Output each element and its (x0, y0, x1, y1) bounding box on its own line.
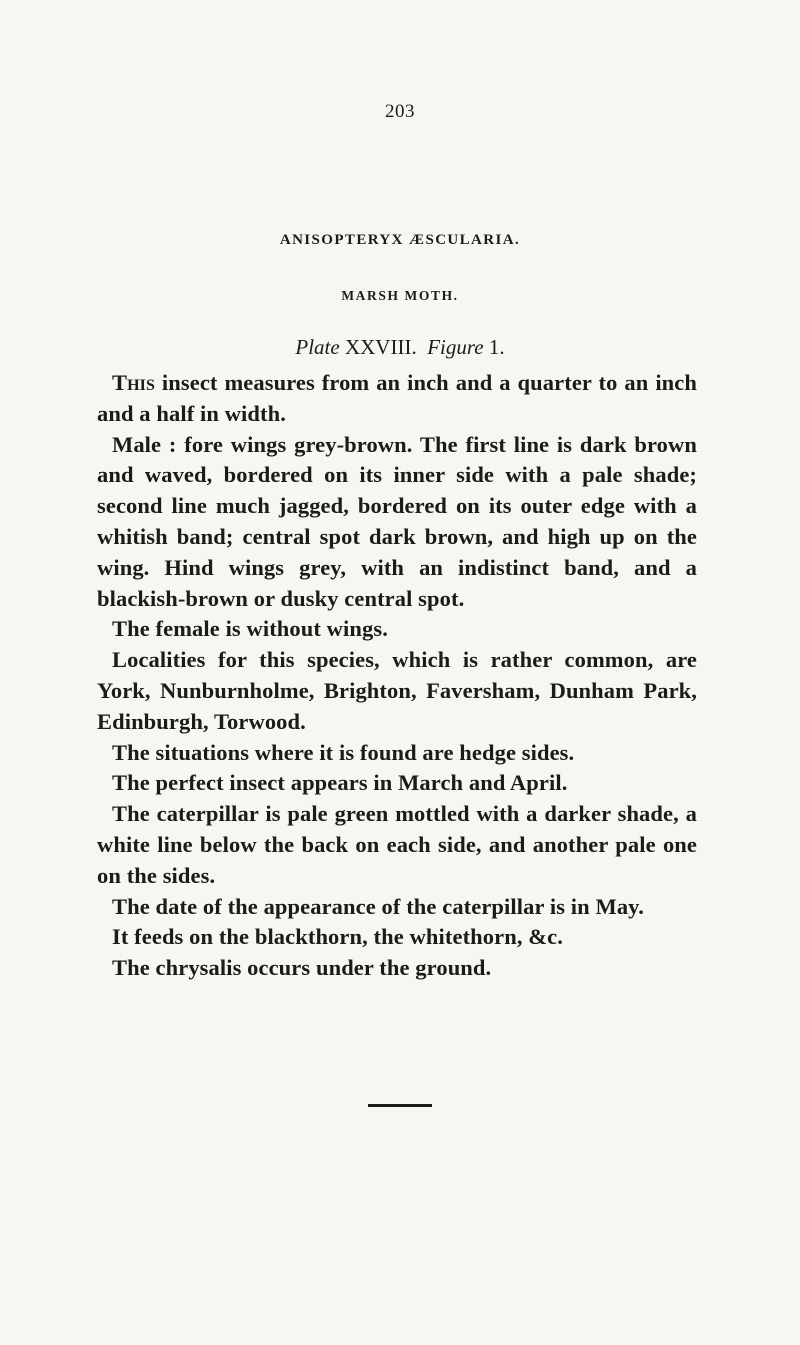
paragraph-caterpillar-date: The date of the appearance of the caterpillar is in May. (112, 893, 644, 919)
paragraph-text: insect measures from an inch and a quarter to an inch and a half in width. (97, 370, 697, 426)
plate-number: XXVIII. (344, 335, 417, 359)
paragraph-chrysalis: The chrysalis occurs under the ground. (112, 955, 492, 981)
paragraph-female: The female is without wings. (112, 616, 388, 642)
paragraph-localities: Localities for this species, which is rather common, are York, Nunburnholme, Brighton, Faversham, Dunham Park, Edinburgh, Torwood. (97, 647, 697, 734)
figure-number: 1. (488, 335, 505, 359)
figure-label: Figure (427, 335, 484, 359)
paragraph-intro (97, 368, 697, 430)
description-body (97, 368, 697, 984)
page-number: 203 (385, 101, 415, 122)
paragraph-male-description: Male : fore wings grey-brown. The first line is dark brown and waved, bordered on its inner side with a pale shade; second line much jagged, bordered on its outer edge with a whitish band; central spot dark brown, and high up on the wing. Hind wings grey, with an indistinct band, and a blackish-brown or dusky central spot. (97, 431, 697, 611)
paragraph-perfect-insect: The perfect insect appears in March and April. (112, 770, 568, 796)
species-common-name: MARSH MOTH. (341, 288, 459, 303)
paragraph-food: It feeds on the blackthorn, the whitethorn, &c. (112, 924, 563, 950)
end-rule-divider (368, 1104, 432, 1107)
paragraph-situations: The situations where it is found are hedge sides. (112, 739, 575, 765)
plate-label: Plate (295, 335, 340, 359)
plate-reference (0, 335, 800, 360)
species-latin-name: ANISOPTERYX ÆSCULARIA. (279, 232, 521, 248)
paragraph-caterpillar: The caterpillar is pale green mottled with a darker shade, a white line below the back on each side, and another pale one on the sides. (97, 801, 697, 888)
intro-word: This (112, 370, 155, 395)
